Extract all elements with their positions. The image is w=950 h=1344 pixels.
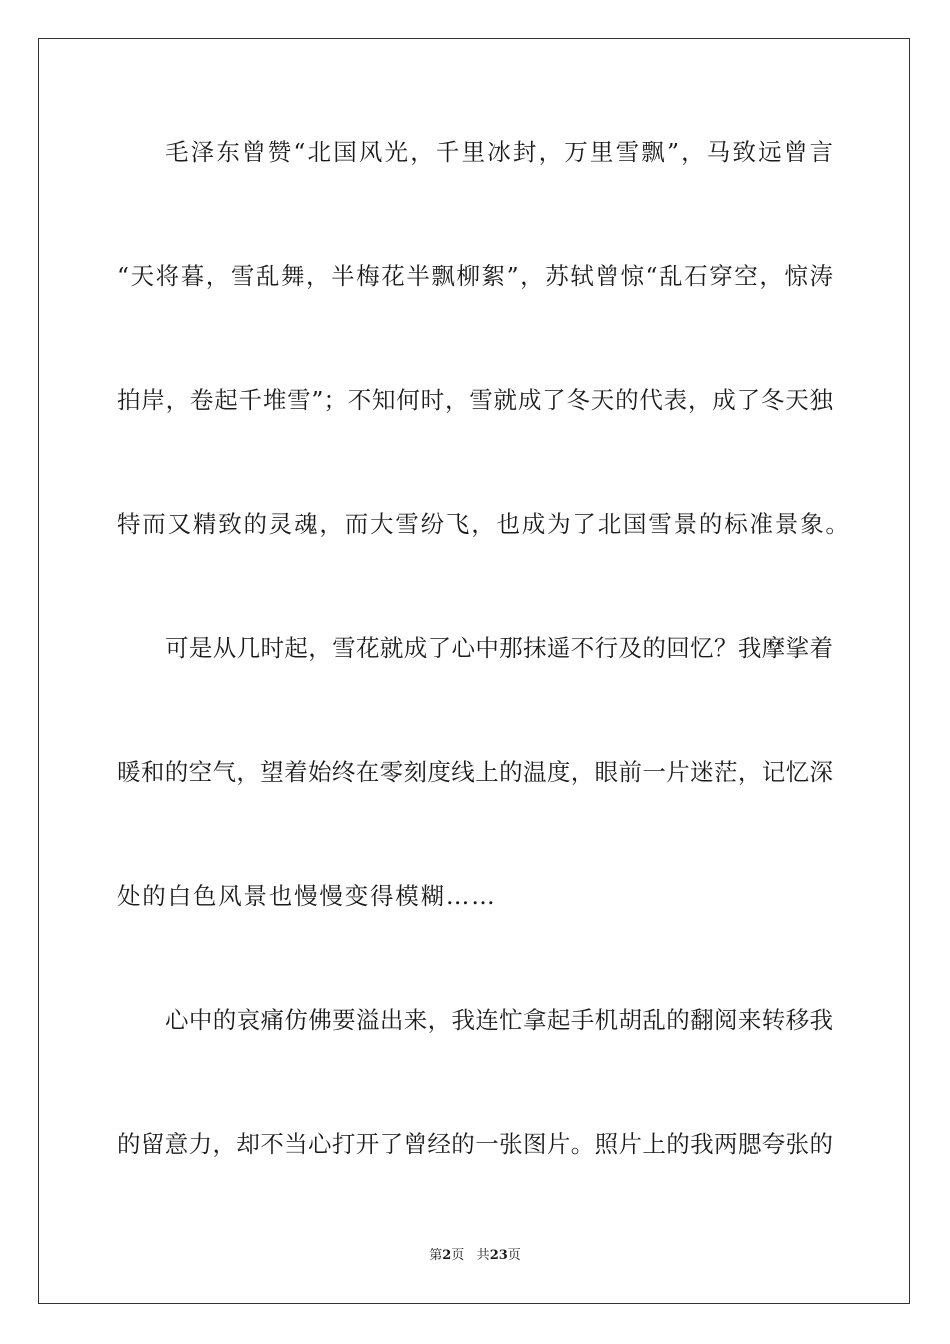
footer-page-suffix: 页 xyxy=(451,1248,465,1263)
footer-total-pages: 23 xyxy=(489,1248,508,1263)
text-line: “天将暮，雪乱舞，半梅花半飘柳絮”，苏轼曾惊“乱石穿空，惊涛 xyxy=(117,262,833,290)
page-footer xyxy=(0,1247,950,1265)
text-line: 拍岸，卷起千堆雪”；不知何时，雪就成了冬天的代表，成了冬天独 xyxy=(117,386,833,414)
text-line: 可是从几时起，雪花就成了心中那抹遥不行及的回忆？我摩挲着 xyxy=(165,634,833,662)
text-line: 特而又精致的灵魂，而大雪纷飞，也成为了北国雪景的标准景象。 xyxy=(117,510,851,538)
text-line: 处的白色风景也慢慢变得模糊…… xyxy=(117,882,497,910)
footer-page-prefix: 第 xyxy=(429,1248,443,1263)
page-border xyxy=(38,38,910,1304)
footer-page-number: 2 xyxy=(442,1248,452,1263)
text-line: 的留意力，却不当心打开了曾经的一张图片。照片上的我两腮夸张的 xyxy=(117,1130,833,1158)
footer-total-suffix: 页 xyxy=(507,1248,521,1263)
footer-total-prefix: 共 xyxy=(476,1248,490,1263)
text-line: 毛泽东曾赞“北国风光，千里冰封，万里雪飘”，马致远曾言 xyxy=(165,138,833,166)
text-line: 暖和的空气，望着始终在零刻度线上的温度，眼前一片迷茫，记忆深 xyxy=(117,758,833,786)
text-line: 心中的哀痛仿佛要溢出来，我连忙拿起手机胡乱的翻阅来转移我 xyxy=(165,1006,833,1034)
